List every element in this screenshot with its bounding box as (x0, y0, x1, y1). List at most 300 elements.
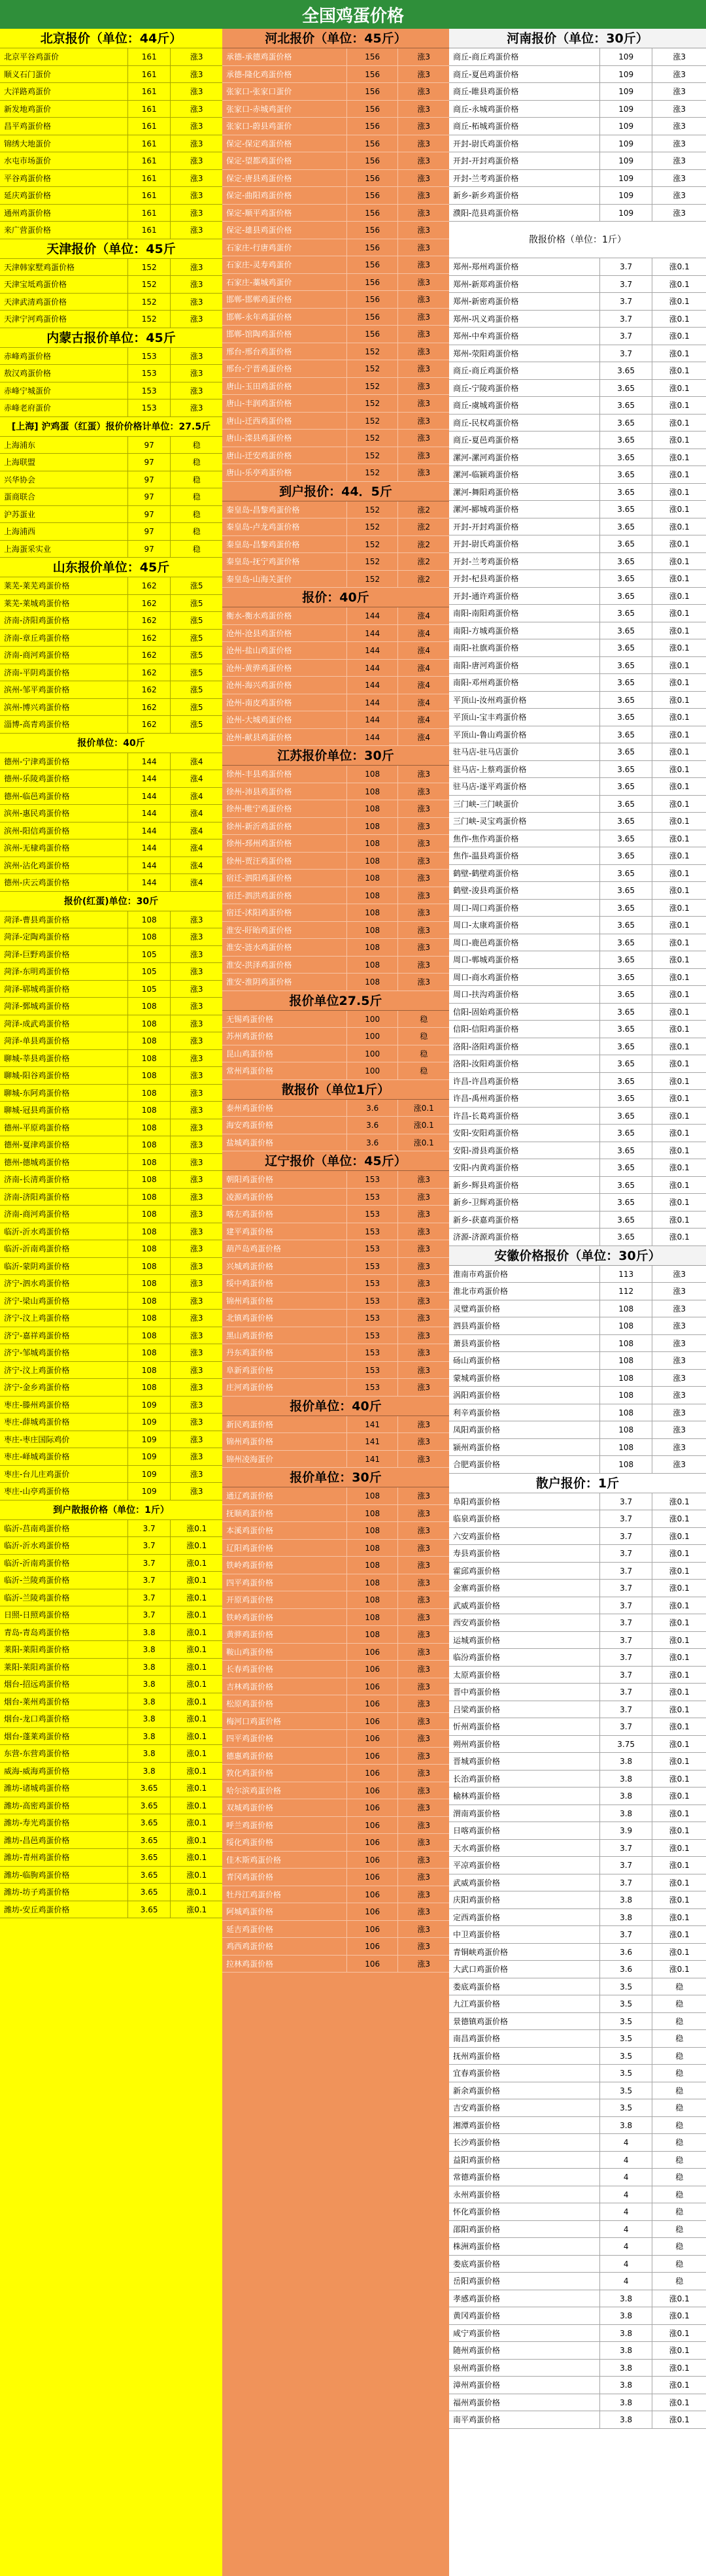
price-value: 3.7 (127, 1589, 171, 1606)
price-value: 153 (346, 1206, 398, 1223)
price-row (222, 1591, 449, 1609)
market-name: 天津宝坻鸡蛋价格 (4, 280, 67, 289)
trend-value: 涨3 (397, 48, 449, 65)
price-row (449, 934, 706, 952)
trend-value: 涨4 (397, 642, 449, 659)
trend-value: 涨0.1 (652, 276, 706, 293)
price-value: 156 (346, 274, 398, 291)
price-value: 109 (599, 170, 652, 187)
price-row (0, 1676, 222, 1693)
market-name: 驻马店-驻马店蛋价 (453, 747, 519, 756)
price-value: 152 (346, 395, 398, 412)
price-row (0, 48, 222, 66)
price-row (222, 1451, 449, 1468)
price-row (449, 969, 706, 987)
price-value: 108 (599, 1456, 652, 1473)
market-name: 太原鸡蛋价格 (453, 1670, 501, 1680)
price-value: 152 (127, 259, 171, 276)
market-name: 宿迁-沭阳鸡蛋价格 (226, 908, 292, 917)
price-value: 3.7 (599, 1614, 652, 1631)
price-value: 3.65 (599, 969, 652, 986)
market-name: 濮阳-范县鸡蛋价格 (453, 208, 519, 218)
market-name: 合肥鸡蛋价格 (453, 1460, 501, 1469)
market-name: 许昌-禹州鸡蛋价格 (453, 1094, 519, 1103)
trend-value: 涨3 (397, 205, 449, 222)
price-row (222, 1817, 449, 1835)
trend-value: 稳 (170, 471, 222, 488)
market-name: 沧州-献县鸡蛋价格 (226, 732, 292, 742)
price-value: 156 (346, 48, 398, 65)
price-row (222, 118, 449, 135)
market-name: 昆山鸡蛋价格 (226, 1049, 274, 1059)
market-name: 徐州-新沂鸡蛋价格 (226, 821, 292, 831)
trend-value: 涨3 (652, 1335, 706, 1352)
trend-value: 涨0.1 (652, 1159, 706, 1176)
price-value: 152 (346, 430, 398, 447)
price-value: 108 (346, 783, 398, 800)
trend-value: 涨0.1 (652, 380, 706, 397)
price-value: 108 (127, 1050, 171, 1067)
price-value: 3.65 (599, 466, 652, 483)
price-row (0, 1275, 222, 1293)
price-row (449, 48, 706, 66)
price-row (449, 2203, 706, 2221)
market-name: 滨州-沾化鸡蛋价格 (4, 860, 70, 870)
price-row (449, 1510, 706, 1528)
trend-value: 涨3 (652, 1387, 706, 1404)
trend-value: 稳 (170, 488, 222, 505)
price-value: 3.65 (599, 588, 652, 605)
trend-value: 涨0.1 (170, 1606, 222, 1623)
trend-value: 涨3 (397, 1852, 449, 1869)
price-row (449, 397, 706, 415)
price-row (222, 291, 449, 309)
price-row (0, 1832, 222, 1850)
trend-value: 涨0.1 (652, 1944, 706, 1961)
price-row (449, 170, 706, 188)
price-value: 3.5 (599, 2048, 652, 2065)
trend-value: 涨2 (397, 518, 449, 535)
price-row (222, 1062, 449, 1080)
market-name: 开封-开封鸡蛋价格 (453, 156, 519, 165)
market-name: 南阳-方城鸡蛋价格 (453, 626, 519, 636)
trend-value: 涨3 (170, 170, 222, 187)
price-value: 3.65 (599, 813, 652, 830)
market-name: 郑州-新郑鸡蛋价格 (453, 279, 519, 289)
market-name: 灵璧鸡蛋价格 (453, 1304, 501, 1313)
market-name: 牡丹江鸡蛋价格 (226, 1890, 282, 1899)
market-name: 定西鸡蛋价格 (453, 1912, 501, 1922)
price-value: 3.65 (599, 1159, 652, 1176)
trend-value: 涨5 (170, 716, 222, 733)
price-value: 108 (127, 1327, 171, 1344)
market-name: 洛阳-汝阳鸡蛋价格 (453, 1059, 519, 1068)
price-value: 162 (127, 595, 171, 612)
trend-value: 涨3 (397, 1730, 449, 1747)
trend-value: 涨3 (397, 395, 449, 412)
price-value: 153 (346, 1223, 398, 1240)
price-row (449, 380, 706, 398)
market-name: 铁岭鸡蛋价格 (226, 1612, 274, 1622)
trend-value: 涨4 (397, 625, 449, 642)
market-name: 石家庄-藁城鸡蛋价 (226, 277, 292, 287)
trend-value: 稳 (652, 2048, 706, 2065)
price-value: 3.65 (599, 796, 652, 813)
price-value: 3.8 (599, 2394, 652, 2411)
price-row (449, 1493, 706, 1511)
market-name: 平顶山-鲁山鸡蛋价格 (453, 730, 527, 739)
trend-value: 稳 (652, 2134, 706, 2151)
trend-value: 涨4 (170, 770, 222, 787)
price-value: 3.8 (599, 2360, 652, 2377)
price-value: 3.7 (599, 1701, 652, 1718)
market-name: 漯河-郾城鸡蛋价格 (453, 505, 519, 514)
market-name: 潍坊-诸城鸡蛋价格 (4, 1784, 70, 1793)
market-name: 临沂-莒南鸡蛋价格 (4, 1523, 70, 1533)
price-row (0, 1397, 222, 1414)
price-value: 106 (346, 1834, 398, 1851)
price-row (222, 1416, 449, 1434)
market-name: 平顶山-汝州鸡蛋价格 (453, 695, 527, 705)
market-name: 周口-周口鸡蛋价格 (453, 903, 519, 913)
price-row (449, 986, 706, 1004)
price-value: 3.8 (127, 1641, 171, 1658)
price-row (449, 135, 706, 153)
price-value: 3.65 (599, 917, 652, 934)
price-value: 156 (346, 101, 398, 118)
market-name: 天水鸡蛋价格 (453, 1843, 501, 1853)
trend-value: 涨3 (397, 464, 449, 481)
price-value: 153 (346, 1362, 398, 1379)
price-value: 156 (346, 205, 398, 222)
price-row (449, 293, 706, 311)
market-name: 南阳-社旗鸡蛋价格 (453, 643, 519, 652)
trend-value: 涨0.1 (170, 1763, 222, 1780)
price-value: 108 (127, 1015, 171, 1032)
trend-value: 涨3 (397, 1189, 449, 1206)
trend-value: 涨3 (170, 1483, 222, 1500)
market-name: 延庆鸡蛋价格 (4, 191, 52, 200)
price-row (449, 796, 706, 813)
price-value: 108 (346, 1591, 398, 1608)
price-row (449, 1421, 706, 1439)
trend-value: 涨0.1 (652, 1667, 706, 1684)
market-name: 颍州鸡蛋价格 (453, 1442, 501, 1452)
price-row (0, 471, 222, 489)
price-row (449, 1404, 706, 1422)
trend-value: 涨3 (397, 1713, 449, 1730)
price-row (449, 501, 706, 518)
market-name: 张家口-张家口蛋价 (226, 87, 292, 96)
price-row (449, 466, 706, 484)
section-header: 河南报价（单位：30斤） (449, 29, 706, 48)
price-value: 4 (599, 2203, 652, 2220)
trend-value: 涨3 (397, 378, 449, 395)
market-name: 德州-夏津鸡蛋价格 (4, 1140, 70, 1149)
price-row (0, 1431, 222, 1449)
price-row (0, 681, 222, 699)
price-value: 3.7 (127, 1606, 171, 1623)
price-row (222, 1956, 449, 1973)
market-name: 哈尔滨鸡蛋价格 (226, 1786, 282, 1795)
price-row (449, 1108, 706, 1125)
market-name: 焦作-温县鸡蛋价格 (453, 851, 519, 860)
section-header: 散报价格（单位：1斤） (449, 222, 706, 258)
market-name: 徐州-睢宁鸡蛋价格 (226, 804, 292, 813)
trend-value: 涨0.1 (652, 2360, 706, 2377)
price-value: 106 (346, 1903, 398, 1920)
trend-value: 涨3 (397, 1903, 449, 1920)
trend-value: 涨3 (170, 222, 222, 239)
price-row (449, 2290, 706, 2308)
price-row (222, 853, 449, 870)
trend-value: 涨3 (170, 348, 222, 365)
trend-value: 涨0.1 (652, 1194, 706, 1211)
trend-value: 涨3 (397, 1591, 449, 1608)
price-row (222, 677, 449, 694)
trend-value: 涨0.1 (652, 778, 706, 795)
price-row (0, 1050, 222, 1068)
price-row (449, 2082, 706, 2100)
price-row (222, 1223, 449, 1241)
trend-value: 涨3 (170, 1154, 222, 1171)
price-value: 162 (127, 699, 171, 716)
price-value: 3.65 (599, 622, 652, 639)
price-row (449, 1317, 706, 1335)
price-value: 108 (127, 1189, 171, 1206)
price-row (449, 726, 706, 744)
trend-value: 涨3 (652, 48, 706, 65)
trend-value: 涨3 (652, 1300, 706, 1317)
trend-value: 涨3 (397, 974, 449, 991)
trend-value: 涨3 (170, 1136, 222, 1153)
market-name: 凌源鸡蛋价格 (226, 1192, 274, 1202)
price-value: 152 (346, 536, 398, 553)
price-value: 152 (127, 294, 171, 311)
price-value: 97 (127, 471, 171, 488)
market-name: 新余鸡蛋价格 (453, 2086, 501, 2095)
price-value: 3.8 (599, 2117, 652, 2134)
market-name: 承德-承德鸡蛋价格 (226, 52, 292, 61)
price-value: 141 (346, 1451, 398, 1468)
market-name: 辽阳鸡蛋价格 (226, 1543, 274, 1553)
market-name: 岳阳鸡蛋价格 (453, 2277, 501, 2286)
trend-value: 涨3 (170, 83, 222, 100)
trend-value: 涨3 (397, 853, 449, 870)
trend-value: 涨4 (170, 874, 222, 891)
price-row (222, 1609, 449, 1627)
trend-value: 涨0.1 (170, 1589, 222, 1606)
price-row (0, 276, 222, 294)
market-name: 安阳-滑县鸡蛋价格 (453, 1145, 519, 1155)
trend-value: 涨3 (397, 135, 449, 152)
price-value: 3.65 (599, 709, 652, 726)
price-row (449, 1004, 706, 1021)
price-row (0, 1466, 222, 1483)
market-name: 晋城鸡蛋价格 (453, 1757, 501, 1766)
price-row (0, 1780, 222, 1797)
trend-value: 涨0.1 (652, 570, 706, 587)
price-row (222, 818, 449, 836)
price-value: 3.6 (346, 1117, 398, 1134)
trend-value: 涨3 (397, 766, 449, 783)
price-value: 3.7 (599, 328, 652, 345)
market-name: 咸宁鸡蛋价格 (453, 2328, 501, 2338)
trend-value: 涨0.1 (170, 1867, 222, 1884)
price-value: 3.65 (127, 1797, 171, 1814)
price-value: 144 (127, 770, 171, 787)
trend-value: 涨3 (397, 800, 449, 817)
price-value: 3.65 (599, 362, 652, 379)
price-value: 153 (127, 365, 171, 382)
market-name: 淮安-淮阴鸡蛋价格 (226, 977, 292, 987)
price-value: 3.8 (127, 1745, 171, 1762)
price-value: 3.75 (599, 1736, 652, 1753)
price-value: 3.8 (599, 1788, 652, 1805)
price-value: 106 (346, 1817, 398, 1834)
price-value: 3.65 (599, 847, 652, 864)
price-row (449, 1909, 706, 1927)
trend-value: 涨0.1 (170, 1693, 222, 1710)
trend-value: 涨0.1 (652, 1004, 706, 1021)
market-name: 济南-济阳鸡蛋价格 (4, 1192, 70, 1202)
price-value: 106 (346, 1799, 398, 1816)
price-value: 144 (127, 788, 171, 805)
price-row (222, 1206, 449, 1223)
market-name: 葫芦岛鸡蛋价格 (226, 1244, 282, 1253)
price-value: 108 (346, 957, 398, 974)
price-row (222, 1100, 449, 1117)
price-value: 161 (127, 101, 171, 118)
trend-value: 涨0.1 (652, 622, 706, 639)
price-row (449, 1352, 706, 1370)
trend-value: 涨3 (397, 1817, 449, 1834)
market-name: 枣庄-枣庄国际鸡价 (4, 1434, 70, 1444)
trend-value: 涨3 (652, 1370, 706, 1387)
market-name: 菏泽-定陶鸡蛋价格 (4, 932, 70, 941)
market-name: 随州鸡蛋价格 (453, 2346, 501, 2355)
price-value: 109 (127, 1414, 171, 1431)
market-name: 漯河-漯河鸡蛋价格 (453, 452, 519, 462)
price-row (0, 1659, 222, 1676)
price-row (222, 1886, 449, 1904)
price-value: 144 (346, 711, 398, 728)
market-name: 保定-望都鸡蛋价格 (226, 156, 292, 165)
market-name: 聊城-莘县鸡蛋价格 (4, 1053, 70, 1063)
trend-value: 涨0.1 (170, 1901, 222, 1918)
price-row (0, 1867, 222, 1884)
market-name: 莱芜-莱城鸡蛋价格 (4, 598, 70, 608)
price-value: 108 (346, 766, 398, 783)
trend-value: 涨0.1 (652, 847, 706, 864)
price-row (222, 957, 449, 974)
market-name: 周口-鹿邑鸡蛋价格 (453, 938, 519, 947)
price-row (449, 761, 706, 779)
price-row (222, 309, 449, 326)
price-value: 3.8 (599, 1805, 652, 1822)
market-name: 菏泽-单县鸡蛋价格 (4, 1036, 70, 1045)
price-value: 105 (127, 963, 171, 980)
market-name: 沧州-黄骅鸡蛋价格 (226, 663, 292, 673)
price-row (0, 488, 222, 506)
market-name: 烟台-蓬莱鸡蛋价格 (4, 1731, 70, 1741)
price-row (449, 1266, 706, 1283)
price-value: 108 (346, 800, 398, 817)
price-row (222, 1117, 449, 1134)
section-header: 到户报价：44．5斤 (222, 482, 449, 501)
price-value: 100 (346, 1045, 398, 1062)
trend-value: 涨3 (397, 1574, 449, 1591)
trend-value: 涨0.1 (652, 2377, 706, 2394)
price-row (222, 1730, 449, 1748)
price-value: 105 (127, 946, 171, 963)
trend-value: 涨3 (397, 904, 449, 921)
trend-value: 涨3 (397, 1416, 449, 1433)
price-value: 3.7 (127, 1520, 171, 1537)
market-name: 信阳-信阳鸡蛋价格 (453, 1025, 519, 1034)
price-value: 3.65 (599, 778, 652, 795)
trend-value: 涨4 (397, 607, 449, 624)
market-name: 三门峡-灵宝鸡蛋价格 (453, 817, 527, 826)
trend-value: 涨3 (170, 1344, 222, 1361)
price-value: 152 (346, 501, 398, 518)
market-name: 南昌鸡蛋价格 (453, 2034, 501, 2043)
price-row (449, 2152, 706, 2169)
trend-value: 涨0.1 (170, 1710, 222, 1727)
price-row (449, 1840, 706, 1857)
trend-value: 涨3 (170, 276, 222, 293)
price-row (0, 541, 222, 558)
price-value: 106 (346, 1730, 398, 1747)
price-row (0, 839, 222, 857)
trend-value: 涨4 (170, 839, 222, 856)
price-row (222, 447, 449, 465)
price-row (449, 1771, 706, 1788)
price-value: 108 (127, 1362, 171, 1379)
market-name: 安阳-安阳鸡蛋价格 (453, 1128, 519, 1138)
price-value: 3.65 (599, 1038, 652, 1055)
trend-value: 涨0.1 (652, 432, 706, 449)
trend-value: 涨3 (397, 1886, 449, 1903)
price-row (449, 276, 706, 294)
price-value: 3.65 (599, 1194, 652, 1211)
price-value: 100 (346, 1062, 398, 1079)
trend-value: 涨3 (170, 1189, 222, 1206)
price-value: 162 (127, 664, 171, 681)
price-row (449, 1283, 706, 1300)
market-name: 开封-尉氏鸡蛋价格 (453, 539, 519, 549)
price-value: 3.8 (127, 1763, 171, 1780)
trend-value: 涨3 (170, 1448, 222, 1465)
market-name: 平顶山-宝丰鸡蛋价格 (453, 713, 527, 722)
market-name: 砀山鸡蛋价格 (453, 1356, 501, 1365)
trend-value: 涨0.1 (652, 1736, 706, 1753)
section-header: 辽宁报价（单位：45斤） (222, 1151, 449, 1171)
trend-value: 涨3 (170, 118, 222, 135)
price-row (449, 187, 706, 205)
trend-value: 涨0.1 (652, 1961, 706, 1978)
price-row (449, 345, 706, 363)
price-value: 144 (346, 660, 398, 677)
trend-value: 稳 (652, 2186, 706, 2203)
price-row (222, 1713, 449, 1731)
price-row (222, 711, 449, 729)
market-name: 娄底鸡蛋价格 (453, 1982, 501, 1991)
price-row (222, 642, 449, 660)
trend-value: 涨0.1 (652, 657, 706, 674)
section-header: 到户散报价格（单位：1斤） (0, 1500, 222, 1520)
price-value: 3.65 (127, 1867, 171, 1884)
